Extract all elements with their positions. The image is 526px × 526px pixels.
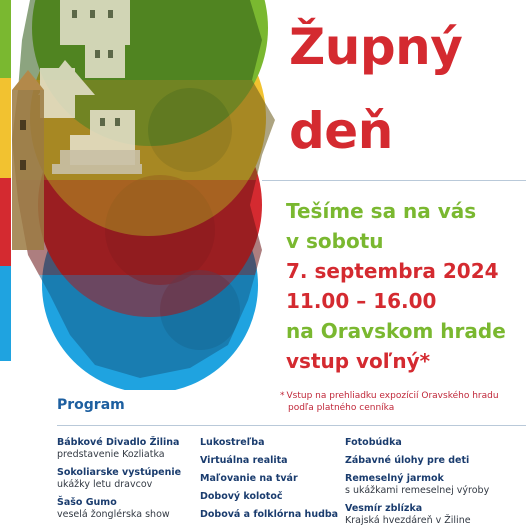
program-column-3 [345,437,489,526]
program-item-name: Lukostreľba [200,437,265,448]
program-item-detail: ukážky letu dravcov [57,479,153,490]
program-item [345,503,489,526]
program-item [345,473,489,497]
program-item [57,467,181,491]
program-item-name: Zábavné úlohy pre deti [345,455,470,466]
program-item [200,473,338,485]
program-item [200,491,338,503]
program-item [345,437,489,449]
info-welcome: Tešíme sa na vás [286,199,477,223]
castle-artwork [0,0,300,390]
program-item [345,455,489,467]
program-item-name: Vesmír zblízka [345,503,423,514]
info-time: 11.00 – 16.00 [286,289,437,313]
program-item-name: Sokoliarske vystúpenie [57,467,182,478]
program-item-detail: predstavenie Kozliatka [57,449,165,460]
program-item-name: Šašo Gumo [57,497,117,508]
program-column-1 [57,437,181,526]
info-date: 7. septembra 2024 [286,259,499,283]
program-heading: Program [57,397,125,413]
program-item-name: Bábkové Divadlo Žilina [57,437,180,448]
title-line-1: Župný [289,18,463,76]
info-day: v sobotu [286,229,384,253]
program-item [57,437,181,461]
program-item-name: Remeselný jarmok [345,473,444,484]
footnote-star: * [280,391,285,401]
footnote-line-2: podľa platného cenníka [288,403,395,413]
footnote [280,390,499,414]
program-item [57,497,181,521]
info-place: na Oravskom hrade [286,319,506,343]
program-item-name: Dobová a folklórna hudba [200,509,339,520]
program-item-name: Virtuálna realita [200,455,288,466]
program-item-name: Maľovanie na tvár [200,473,298,484]
program-item [200,509,338,521]
program-item-name: Fotobúdka [345,437,402,448]
program-item-detail: veselá žonglérska show [57,509,170,520]
program-item [200,455,338,467]
program-item-detail: Krajská hvezdáreň v Žiline [345,515,471,526]
event-info [286,196,506,376]
divider-top [262,180,526,181]
program-column-2 [200,437,338,526]
title-line-2: deň [289,102,393,160]
info-entry: vstup voľný* [286,349,431,373]
program-item-name: Dobový kolotoč [200,491,283,502]
program-item [200,437,338,449]
program-divider [57,425,526,426]
program-item-detail: s ukážkami remeselnej výroby [345,485,490,496]
footnote-line-1: Vstup na prehliadku expozícií Oravského hradu [286,391,499,401]
